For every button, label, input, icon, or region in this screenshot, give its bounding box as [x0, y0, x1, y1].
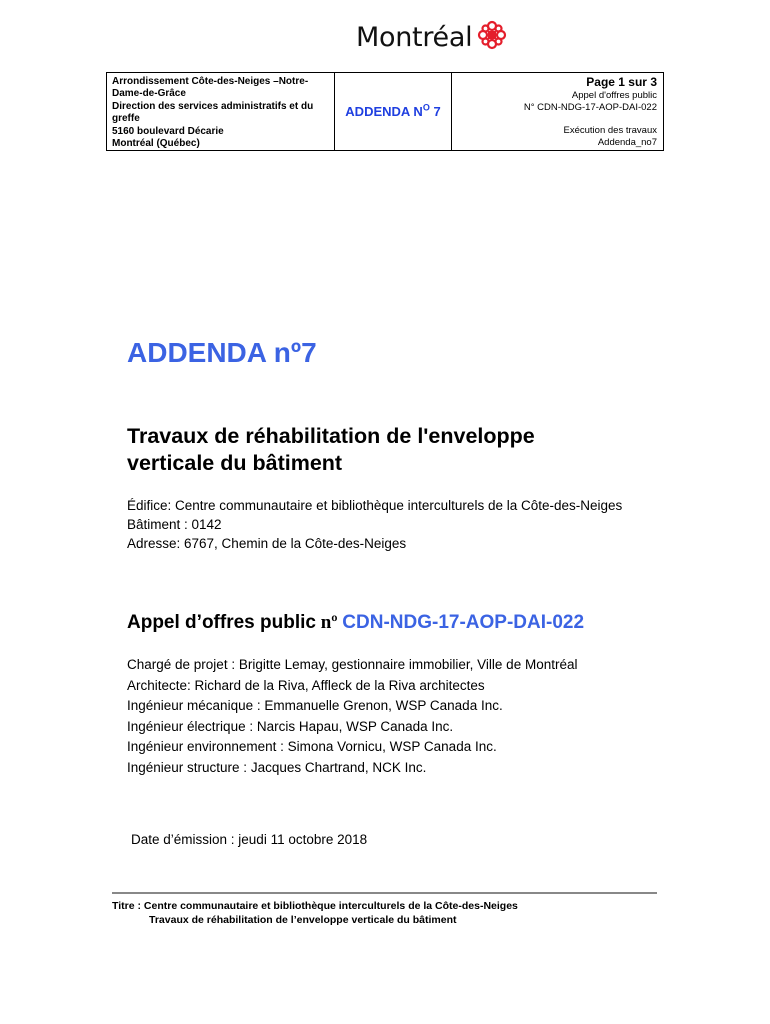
- team-member: Ingénieur environnement : Simona Vornicu, WSP Canada Inc.: [127, 739, 497, 754]
- address-line: Dame-de-Grâce: [112, 88, 186, 100]
- addenda-label: ADDENDA $N^O$ 7: [345, 102, 441, 119]
- building-line: Adresse: 6767, Chemin de la Côte-des-Neiges: [127, 536, 407, 551]
- page-number: Page 1 sur 3: [586, 75, 657, 89]
- tender-heading: [127, 612, 584, 634]
- tender-heading-no: nº: [315, 612, 343, 633]
- tender-label: Appel d'offres public: [571, 90, 657, 101]
- address-line: Montréal (Québec): [112, 138, 200, 150]
- issue-date: Date d’émission : jeudi 11 octobre 2018: [131, 832, 368, 847]
- building-line: Édifice: Centre communautaire et bibliothèque interculturels de la Côte-des-Neiges: [127, 498, 623, 513]
- borough-address: [107, 73, 335, 151]
- team-member: Ingénieur structure : Jacques Chartrand, NCK Inc.: [127, 759, 427, 775]
- building-line: Bâtiment : 0142: [127, 517, 222, 532]
- project-team: [127, 655, 687, 778]
- page-title: ADDENDA nº7: [127, 337, 317, 368]
- header-table: [106, 72, 664, 151]
- addenda-cell: [335, 73, 452, 151]
- footer-title-line: Titre : Centre communautaire et bibliothèque interculturels de la Côte-des-Neiges: [112, 900, 518, 912]
- address-line: 5160 boulevard Décarie: [112, 125, 224, 137]
- team-member: Ingénieur mécanique : Emmanuelle Grenon, WSP Canada Inc.: [127, 698, 503, 713]
- building-info: [127, 496, 687, 553]
- address-line: Arrondissement Côte-des-Neiges –Notre-: [112, 76, 309, 87]
- team-member: Chargé de projet : Brigitte Lemay, gestionnaire immobilier, Ville de Montréal: [127, 657, 578, 672]
- tender-heading-prefix: Appel d’offres public: [127, 612, 316, 633]
- page-info-cell: [452, 73, 664, 151]
- address-line: greffe: [112, 113, 140, 125]
- montreal-logo: [356, 20, 507, 55]
- tender-heading-code: CDN-NDG-17-AOP-DAI-022: [342, 612, 585, 633]
- tender-number: N° CDN-NDG-17-AOP-DAI-022: [523, 102, 657, 113]
- address-line: Direction des services administratifs et du: [112, 100, 314, 112]
- footer-divider: [112, 892, 657, 894]
- project-subtitle: Travaux de réhabilitation de l'enveloppe verticale du bâtiment: [127, 424, 535, 475]
- logo-text: Montréal: [356, 22, 473, 53]
- doc-reference: Addenda_no7: [597, 137, 657, 148]
- footer: [112, 899, 518, 927]
- team-member: Ingénieur électrique : Narcis Hapau, WSP Canada Inc.: [127, 718, 454, 734]
- work-type: Exécution des travaux: [563, 125, 657, 136]
- footer-subtitle-line: Travaux de réhabilitation de l’enveloppe verticale du bâtiment: [149, 914, 457, 926]
- rosette-icon: [477, 20, 507, 55]
- team-member: Architecte: Richard de la Riva, Affleck de la Riva architectes: [127, 677, 485, 693]
